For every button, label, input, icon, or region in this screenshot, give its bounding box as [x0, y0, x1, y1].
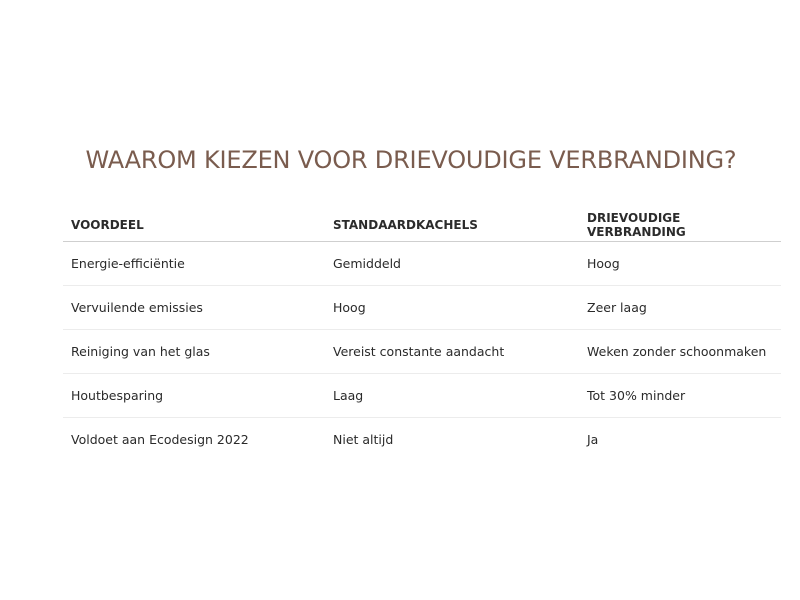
- comparison-table: [63, 208, 781, 461]
- cell-standaardkachels: Vereist constante aandacht: [325, 330, 579, 374]
- cell-standaardkachels: Hoog: [325, 286, 579, 330]
- cell-voordeel: Reiniging van het glas: [63, 330, 325, 374]
- cell-drievoudige-verbranding: Zeer laag: [579, 286, 781, 330]
- table-row: [63, 330, 781, 374]
- cell-standaardkachels: Gemiddeld: [325, 242, 579, 286]
- page-title: WAAROM KIEZEN VOOR DRIEVOUDIGE VERBRANDING?: [85, 146, 737, 174]
- cell-voordeel: Energie-efficiëntie: [63, 242, 325, 286]
- cell-standaardkachels: Laag: [325, 374, 579, 418]
- table-row: [63, 286, 781, 330]
- cell-voordeel: Vervuilende emissies: [63, 286, 325, 330]
- table-row: [63, 374, 781, 418]
- cell-voordeel: Houtbesparing: [63, 374, 325, 418]
- cell-standaardkachels: Niet altijd: [333, 432, 394, 447]
- cell-voordeel: Voldoet aan Ecodesign 2022: [71, 432, 249, 447]
- table-row: [63, 242, 781, 286]
- header-drievoudige-verbranding: DRIEVOUDIGE VERBRANDING: [579, 208, 781, 242]
- header-standaardkachels: STANDAARDKACHELS: [325, 208, 579, 242]
- cell-drievoudige-verbranding: Weken zonder schoonmaken: [579, 330, 781, 374]
- cell-drievoudige-verbranding: Hoog: [579, 242, 781, 286]
- table-header-row: [63, 208, 781, 242]
- table-row: [63, 418, 781, 462]
- header-voordeel: VOORDEEL: [63, 208, 325, 242]
- cell-drievoudige-verbranding: Tot 30% minder: [579, 374, 781, 418]
- cell-drievoudige-verbranding: Ja: [587, 432, 599, 447]
